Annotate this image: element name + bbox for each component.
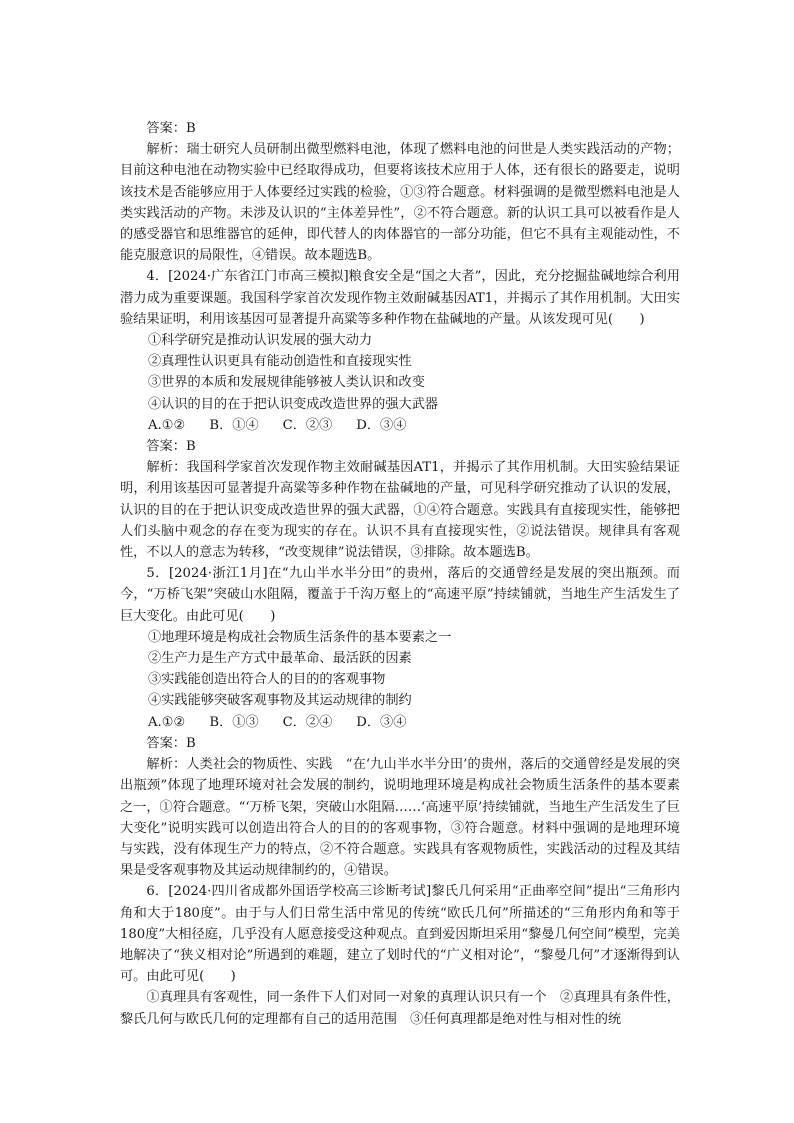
q5-analysis: 解析：人类社会的物质性、实践 “在‘九山半水半分田’的贵州，落后的交通曾经是发展的突出瓶颈”体现了地理环境对社会发展的制约，说明地理环境是构成社会物质生活条件的基本要素之一，①符合题意。“‘万桥飞架，突破山水阻隔……‘高速平原’持续铺就，当地生产生活发生了巨大变化”说明实践可以创造出符合人的目的的客观事物，③符合题意。材料中强调的是地理环境与实践，没有体现生产力的特点，②不符合题意。实践具有客观物质性，实践活动的过程及其结果是受客观事物及其运动规律制约的，④错误。 [120,757,681,879]
q4-answer: 答案：B [146,439,196,455]
q3-analysis: 解析：瑞士研究人员研制出微型燃料电池，体现了燃料电池的问世是人类实践活动的产物；目前这种电池在动物实验中已经取得成功，但要将该技术应用于人体，还有很长的路要走，说明该技术是否能够应用于人体要经过实践的检验，①③符合题意。材料强调的是微型燃料电池是人类实践活动的产物。未涉及认识的“主体差异性”，②不符合题意。新的认识工具可以被看作是人的感受器官和思维器官的延伸，即代替人的肉体器官的一部分功能，但它不具有主观能动性，不能克服意识的局限性，④错误。故本题选B。 [120,142,680,264]
q5-stem: 5．[2024·浙江1月]在“九山半水半分田”的贵州，落后的交通曾经是发展的突出瓶颈。而今，“万桥飞架”突破山水阻隔，覆盖于千沟万壑上的“高速平原”持续铺就，当地生产生活发生了巨大变化。由此可见( ) [120,566,680,624]
q5-answer: 答案：B [146,735,196,751]
q4-option-1: ①科学研究是推动认识发展的强大动力 [148,333,373,349]
q4-choice-b: B．①④ [209,417,259,433]
q4-option-2: ②真理性认识更具有能动创造性和直接现实性 [148,354,412,370]
document-page [120,118,680,1030]
q6-stem: 6．[2024·四川省成都外国语学校高三诊断考试]黎氏几何采用“正曲率空间”提出“三角形内角和大于180度”。由于与人们日常生活中常见的传统“欧氏几何”所描述的“三角形内角和等于180度”大相径庭，几乎没有人愿意接受这种观点。直到爱因斯坦采用“黎曼几何空间”模型，完美地解决了“狭义相对论”所遇到的难题，建立了划时代的“广义相对论”，“黎曼几何”才逐渐得到认可。由此可见( ) [120,884,680,985]
q4-analysis: 解析：我国科学家首次发现作物主效耐碱基因AT1，并揭示了其作用机制。大田实验结果证明，利用该基因可显著提升高粱等多种作物在盐碱地的产量，可见科学研究推动了认识的发展，认识的目的在于把认识变成改造世界的强大武器，①④符合题意。实践具有直接现实性，能够把人们头脑中观念的存在变为现实的存在。认识不具有直接现实性，②说法错误。规律具有客观性，不以人的意志为转移，“改变规律”说法错误，③排除。故本题选B。 [120,460,680,561]
q4-option-3: ③世界的本质和发展规律能够被人类认识和改变 [148,375,425,391]
q3-answer: 答案：B [146,121,196,136]
q5-choice-b: B．①③ [209,714,259,730]
q4-option-4: ④认识的目的在于把认识变成改造世界的强大武器 [148,396,439,412]
q4-choice-a: A.①② [148,417,186,433]
q6-options: ①真理具有客观性，同一条件下人们对同一对象的真理认识只有一个 ②真理具有条件性，黎氏几何与欧氏几何的定理都有自己的适用范围 ③任何真理都是绝对性与相对性的统 [120,990,680,1027]
q5-option-4: ④实践能够突破客观事物及其运动规律的制约 [148,693,412,709]
q5-choices [120,712,680,733]
q4-choice-c: C．②③ [282,417,333,433]
q5-choice-d: D．③④ [356,714,407,730]
q5-option-2: ②生产力是生产方式中最革命、最活跃的因素 [148,651,412,667]
q5-choice-a: A.①② [148,714,186,730]
q5-option-3: ③实践能创造出符合人的目的的客观事物 [148,672,386,688]
q4-choices [120,415,680,436]
q4-choice-d: D．③④ [356,417,407,433]
q5-choice-c: C．②④ [282,714,333,730]
q5-option-1: ①地理环境是构成社会物质生活条件的基本要素之一 [148,629,452,645]
q4-stem: 4．[2024·广东省江门市高三模拟]粮食安全是“国之大者”，因此，充分挖掘盐碱地综合利用潜力成为重要课题。我国科学家首次发现作物主效耐碱基因AT1，并揭示了其作用机制。大田实验结果证明，利用该基因可显著提升高粱等多种作物在盐碱地的产量。从该发现可见( ) [120,269,680,327]
